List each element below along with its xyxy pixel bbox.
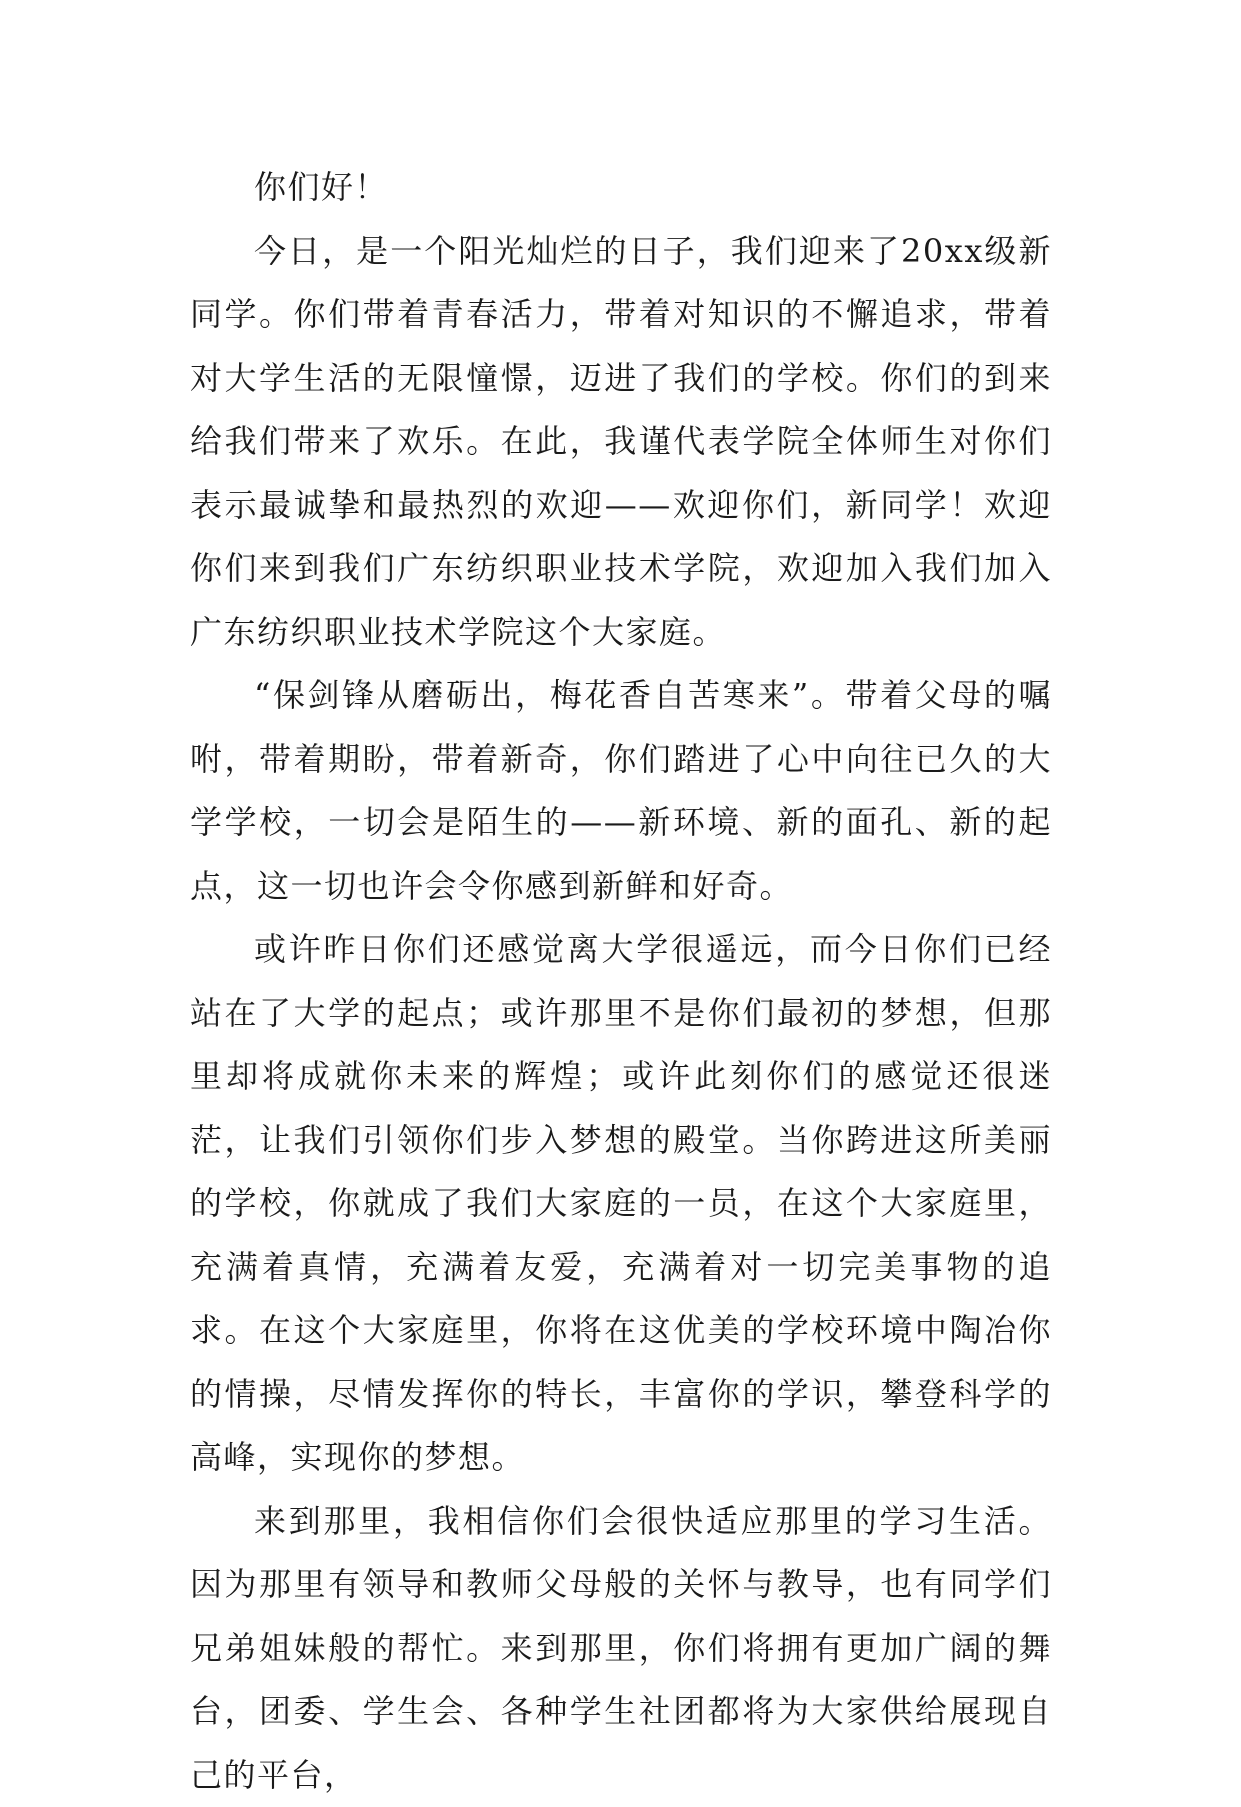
- quote-paragraph: “保剑锋从磨砺出，梅花香自苦寒来”。带着父母的嘱咐，带着期盼，带着新奇，你们踏进了心中向往已久的大学学校，一切会是陌生的——新环境、新的面孔、新的起点，这一切也许会令你感到新鲜和好奇。: [190, 664, 1052, 918]
- body-text: [190, 156, 1052, 1807]
- campus-life-paragraph: 来到那里，我相信你们会很快适应那里的学习生活。因为那里有领导和教师父母般的关怀与教导，也有同学们兄弟姐妹般的帮忙。来到那里，你们将拥有更加广阔的舞台，团委、学生会、各种学生社团都将为大家供给展现自己的平台，: [190, 1490, 1052, 1807]
- greeting-paragraph: 你们好！: [190, 156, 1052, 220]
- dream-paragraph: 或许昨日你们还感觉离大学很遥远，而今日你们已经站在了大学的起点；或许那里不是你们最初的梦想，但那里却将成就你未来的辉煌；或许此刻你们的感觉还很迷茫，让我们引领你们步入梦想的殿堂。当你跨进这所美丽的学校，你就成了我们大家庭的一员，在这个大家庭里，充满着真情，充满着友爱，充满着对一切完美事物的追求。在这个大家庭里，你将在这优美的学校环境中陶冶你的情操，尽情发挥你的特长，丰富你的学识，攀登科学的高峰，实现你的梦想。: [190, 918, 1052, 1490]
- welcome-paragraph: 今日，是一个阳光灿烂的日子，我们迎来了20xx级新同学。你们带着青春活力，带着对知识的不懈追求，带着对大学生活的无限憧憬，迈进了我们的学校。你们的到来给我们带来了欢乐。在此，我谨代表学院全体师生对你们表示最诚挚和最热烈的欢迎——欢迎你们，新同学！欢迎你们来到我们广东纺织职业技术学院，欢迎加入我们加入广东纺织职业技术学院这个大家庭。: [190, 220, 1052, 665]
